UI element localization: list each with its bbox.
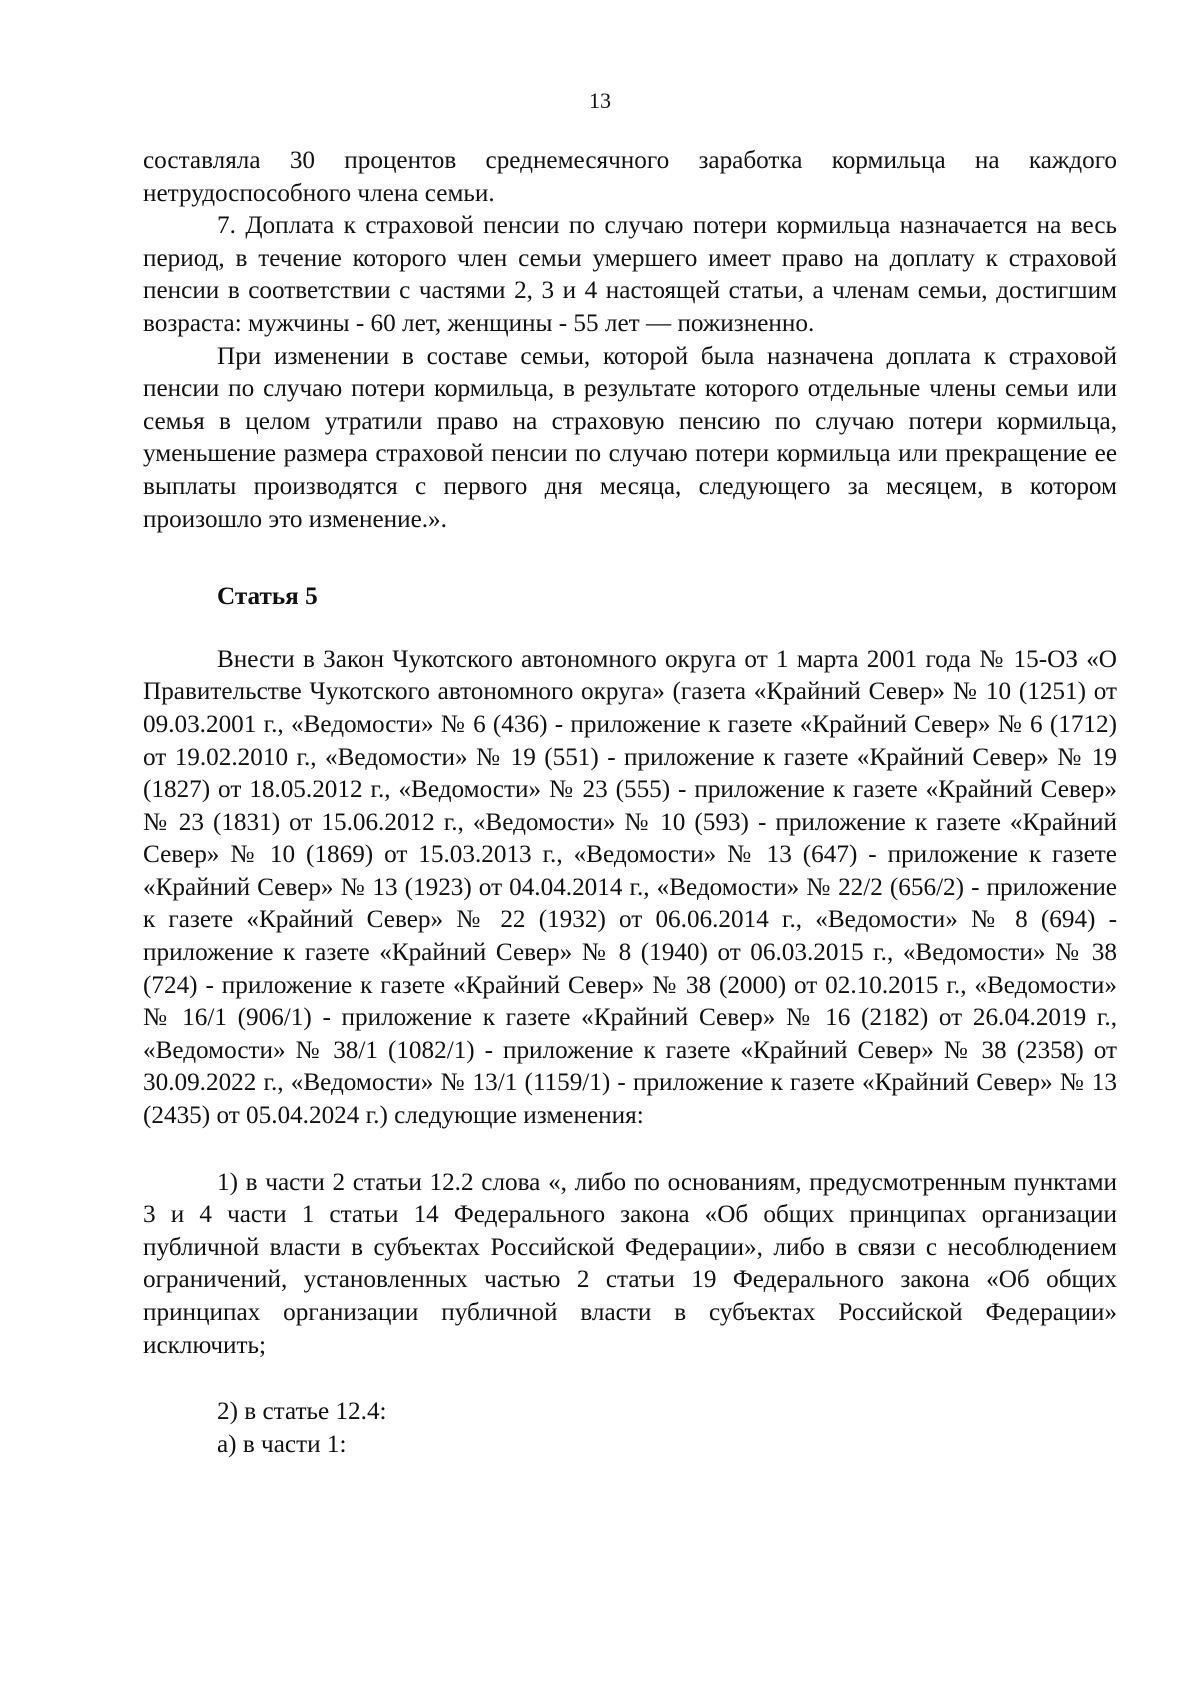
paragraph-continuation: составляла 30 процентов среднемесячного заработка кормильца на каждого нетрудоспособного члена семьи. (143, 147, 1117, 207)
amendment-item-1: 1) в части 2 статьи 12.2 слова «, либо по основаниям, предусмотренным пунктами 3 и 4 части 1 статьи 14 Федерального закона «Об общих принципах организации публичной власти в субъектах Российской Федерации», либо в связи с несоблюдением ограничений, установленных частью 2 статьи 19 Федерального закона «Об общих принципах организации публичной власти в субъектах Российской Федерации» исключить; (143, 1168, 1117, 1359)
article-heading: Статья 5 (217, 583, 318, 611)
amendment-item-2: 2) в статье 12.4: (217, 1398, 387, 1426)
page-number: 13 (589, 88, 611, 113)
article-intro-paragraph: Внести в Закон Чукотского автономного округа от 1 марта 2001 года № 15-ОЗ «О Правительстве Чукотского автономного округа» (газета «Крайний Север» № 10 (1251) от 09.03.2001 г., «Ведомости» № 6 (436) - приложение к газете «Крайний Север» № 6 (1712) от 19.02.2010 г., «Ведомости» № 19 (551) - приложение к газете «Крайний Север» № 19 (1827) от 18.05.2012 г., «Ведомости» № 23 (555) - приложение к газете «Крайний Север» № 23 (1831) от 15.06.2012 г., «Ведомости» № 10 (593) - приложение к газете «Крайний Север» № 10 (1869) от 15.03.2013 г., «Ведомости» № 13 (647) - приложение к газете «Крайний Север» № 13 (1923) от 04.04.2014 г., «Ведомости» № 22/2 (656/2) - приложение к газете «Крайний Север» № 22 (1932) от 06.06.2014 г., «Ведомости» № 8 (694) - приложение к газете «Крайний Север» № 8 (1940) от 06.03.2015 г., «Ведомости» № 38 (724) - приложение к газете «Крайний Север» № 38 (2000) от 02.10.2015 г., «Ведомости» № 16/1 (906/1) - приложение к газете «Крайний Север» № 16 (2182) от 26.04.2019 г., «Ведомости» № 38/1 (1082/1) - приложение к газете «Крайний Север» № 38 (2358) от 30.09.2022 г., «Ведомости» № 13/1 (1159/1) - приложение к газете «Крайний Север» № 13 (2435) от 05.04.2024 г.) следующие изменения: (143, 645, 1117, 1130)
paragraph-item-7: 7. Доплата к страховой пенсии по случаю потери кормильца назначается на весь период, в течение которого член семьи умершего имеет право на доплату к страховой пенсии в соответствии с частями 2, 3 и 4 настоящей статьи, а членам семьи, достигшим возраста: мужчины - 60 лет, женщины - 55 лет — пожизненно. (143, 212, 1117, 337)
paragraph-family-change: При изменении в составе семьи, которой была назначена доплата к страховой пенсии по случаю потери кормильца, в результате которого отдельные члены семьи или семья в целом утратили право на страховую пенсию по случаю потери кормильца, уменьшение размера страховой пенсии по случаю потери кормильца или прекращение ее выплаты производятся с первого дня месяца, следующего за месяцем, в котором произошло это изменение.». (143, 342, 1117, 533)
amendment-item-2a: а) в части 1: (217, 1430, 347, 1458)
page-content (143, 145, 1117, 1461)
